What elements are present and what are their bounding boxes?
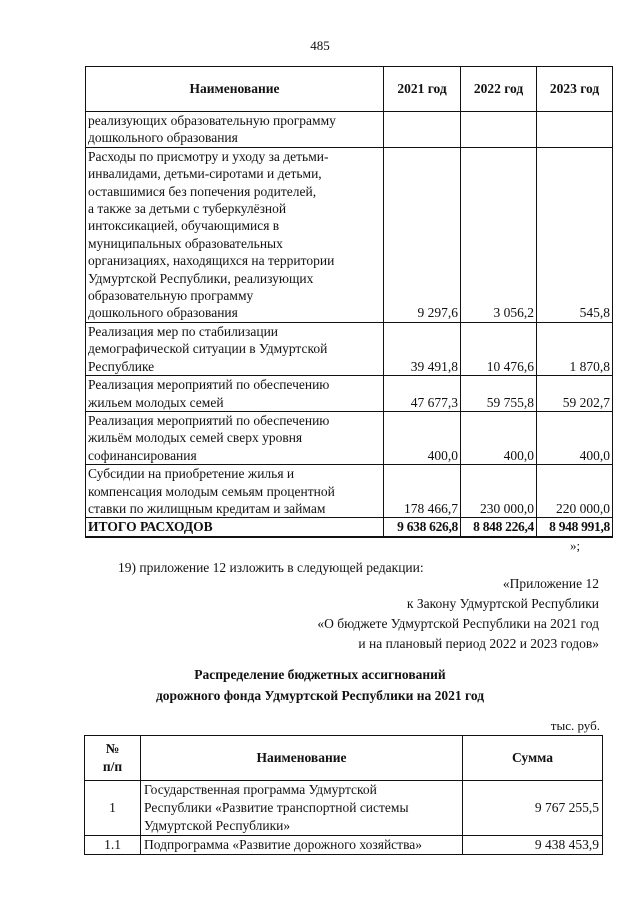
row-2022: 59 755,8 — [461, 376, 537, 412]
document-title — [0, 664, 640, 706]
appendix-reference — [317, 574, 599, 654]
table-row — [85, 836, 603, 855]
total-row — [86, 518, 613, 537]
row-name: Реализация мероприятий по обеспечению жильем молодых семей — [86, 376, 384, 412]
row-number: 1 — [85, 781, 141, 836]
row-2022: 230 000,0 — [461, 465, 537, 518]
amendment-instruction: 19) приложение 12 изложить в следующей редакции: — [118, 560, 424, 575]
row-2021: 39 491,8 — [384, 322, 461, 375]
road-header-row — [85, 736, 603, 781]
table-row — [86, 112, 613, 148]
row-2022: 400,0 — [461, 411, 537, 464]
header-number: № п/п — [85, 736, 141, 781]
row-2023: 1 870,8 — [537, 322, 613, 375]
row-name: реализующих образовательную программу дошкольного образования — [86, 112, 384, 148]
road-fund-table — [84, 735, 603, 855]
header-name: Наименование — [141, 736, 463, 781]
row-number: 1.1 — [85, 836, 141, 855]
table-row — [85, 781, 603, 836]
row-2023: 545,8 — [537, 147, 613, 322]
title-line: Распределение бюджетных ассигнований — [194, 667, 446, 682]
row-sum: 9 767 255,5 — [463, 781, 603, 836]
total-label: ИТОГО РАСХОДОВ — [86, 518, 384, 537]
table-row — [86, 376, 613, 412]
table-row — [86, 147, 613, 322]
row-name: Подпрограмма «Развитие дорожного хозяйства» — [141, 836, 463, 855]
row-2022 — [461, 112, 537, 148]
row-2023: 400,0 — [537, 411, 613, 464]
total-2021: 9 638 626,8 — [384, 518, 461, 537]
row-2023: 220 000,0 — [537, 465, 613, 518]
row-2021: 47 677,3 — [384, 376, 461, 412]
page-number: 485 — [310, 38, 330, 53]
budget-header-row — [86, 67, 613, 112]
row-name: Расходы по присмотру и уходу за детьми- инвалидами, детьми-сиротами и детьми, оставшимися без попечения родителей, а также за детьми с туберкулёзной интоксикацией, обучающимися в муниципальных образовательных организациях, находящихся на территории Удмуртской Республики, реализующих образовательную программу дошкольного образования — [86, 147, 384, 322]
header-2022: 2022 год — [461, 67, 537, 112]
header-2021: 2021 год — [384, 67, 461, 112]
table-row — [86, 411, 613, 464]
row-2023 — [537, 112, 613, 148]
total-2023: 8 948 991,8 — [537, 518, 613, 537]
row-name: Государственная программа Удмуртской Республики «Развитие транспортной системы Удмуртской Республики» — [141, 781, 463, 836]
appendix-line: «Приложение 12 — [502, 576, 599, 591]
row-2021: 400,0 — [384, 411, 461, 464]
row-2022: 3 056,2 — [461, 147, 537, 322]
header-name: Наименование — [86, 67, 384, 112]
row-name: Субсидии на приобретение жилья и компенсация молодым семьям процентной ставки по жилищным кредитам и займам — [86, 465, 384, 518]
closing-quote: »; — [570, 538, 581, 553]
total-2022: 8 848 226,4 — [461, 518, 537, 537]
table-row — [86, 465, 613, 518]
row-sum: 9 438 453,9 — [463, 836, 603, 855]
header-sum: Сумма — [463, 736, 603, 781]
units-label: тыс. руб. — [550, 718, 600, 733]
budget-table — [85, 66, 613, 538]
appendix-line: «О бюджете Удмуртской Республики на 2021 год — [317, 616, 599, 631]
table-row — [86, 322, 613, 375]
row-2023: 59 202,7 — [537, 376, 613, 412]
row-2022: 10 476,6 — [461, 322, 537, 375]
appendix-line: и на плановый период 2022 и 2023 годов» — [358, 636, 599, 651]
row-2021: 178 466,7 — [384, 465, 461, 518]
row-name: Реализация мероприятий по обеспечению жильём молодых семей сверх уровня софинансирования — [86, 411, 384, 464]
title-line: дорожного фонда Удмуртской Республики на 2021 год — [155, 688, 485, 703]
row-2021 — [384, 112, 461, 148]
row-2021: 9 297,6 — [384, 147, 461, 322]
header-2023: 2023 год — [537, 67, 613, 112]
row-name: Реализация мер по стабилизации демографической ситуации в Удмуртской Республике — [86, 322, 384, 375]
appendix-line: к Закону Удмуртской Республики — [406, 596, 599, 611]
